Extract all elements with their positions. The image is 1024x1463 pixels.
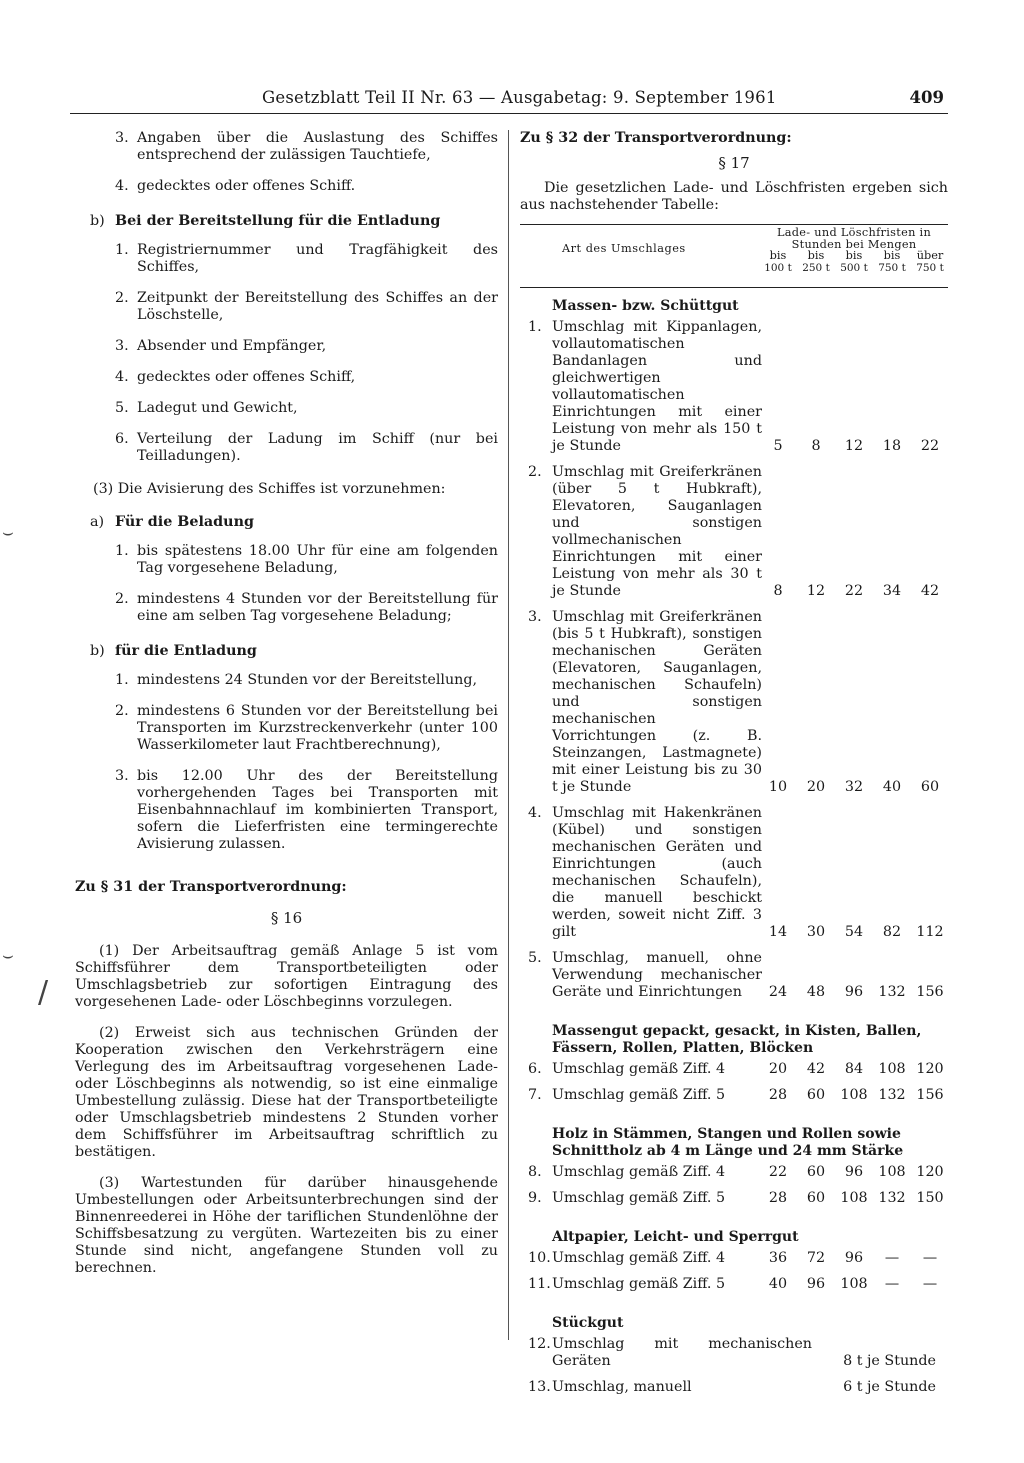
table-cell: 72 xyxy=(806,1250,826,1266)
row-description: Umschlag gemäß Ziff. 4 xyxy=(552,1061,726,1077)
item-number: 2. xyxy=(115,703,129,719)
table-cell: 22 xyxy=(768,1164,788,1180)
column-header xyxy=(912,250,948,274)
row-number: 8. xyxy=(528,1164,542,1180)
table-cell: 60 xyxy=(920,779,940,795)
paragraph-3: (3) Die Avisierung des Schiffes ist vorzunehmen: xyxy=(93,481,446,497)
list-item xyxy=(75,543,498,577)
table-cell: 120 xyxy=(916,1164,944,1180)
table-header xyxy=(520,224,948,288)
list-item xyxy=(75,591,498,625)
item-letter: b) xyxy=(90,213,105,229)
table-cell: 12 xyxy=(844,438,864,454)
column-header-bottom: 750 t xyxy=(878,262,906,274)
table-cell: 96 xyxy=(844,984,864,1000)
table-cell: 32 xyxy=(844,779,864,795)
section-number-17: § 17 xyxy=(718,154,750,172)
item-number: 3. xyxy=(115,338,129,354)
column-divider xyxy=(508,130,509,1340)
group-header-line: Lade- und Löschfristen in xyxy=(776,226,932,239)
row-values xyxy=(760,1190,948,1207)
group-header-line: Stunden bei Mengen xyxy=(791,238,917,251)
table-cell: 22 xyxy=(920,438,940,454)
section-number-16: § 16 xyxy=(270,909,303,927)
table-cell: 20 xyxy=(806,779,826,795)
row-description: Umschlag mit mechanischen Geräten xyxy=(552,1336,812,1369)
section-heading-32: Zu § 32 der Transportverordnung: xyxy=(520,130,792,146)
table-cell: 112 xyxy=(916,924,944,940)
item-text: bis spätestens 18.00 Uhr für eine am folgenden Tag vorgesehene Beladung, xyxy=(137,543,498,576)
column-header-bottom: 750 t xyxy=(916,262,944,274)
column-header-top: bis xyxy=(807,249,825,262)
table-row xyxy=(520,1164,948,1181)
row-values xyxy=(760,1250,948,1267)
table-cell: 108 xyxy=(878,1061,906,1077)
table-cell: 96 xyxy=(844,1250,864,1266)
column-header-top: bis xyxy=(883,249,901,262)
table-row xyxy=(520,805,948,941)
list-item xyxy=(75,703,498,754)
subsection-label: Bei der Bereitstellung für die Entladung xyxy=(115,213,441,229)
row-description: Umschlag mit Hakenkränen (Kübel) und sonstigen mechanischen Geräten und Einrichtungen (auch mechanischen Schaufeln), die manuell beschickt werden, soweit nicht Ziff. 3 gilt xyxy=(552,805,762,940)
list-item xyxy=(75,369,498,386)
margin-slash: / xyxy=(38,975,49,1010)
margin-mark: ⌣ xyxy=(2,522,14,543)
subsection-label: für die Entladung xyxy=(115,643,257,659)
header-rule xyxy=(70,113,948,114)
table-cell: 34 xyxy=(882,583,902,599)
column-header-top: bis xyxy=(845,249,863,262)
list-item xyxy=(75,178,498,195)
row-values xyxy=(760,1061,948,1078)
row-description: Umschlag, manuell, ohne Verwendung mechanischer Geräte und Einrichtungen xyxy=(552,950,762,1000)
table-group-title: Holz in Stämmen, Stangen und Rollen sowie Schnittholz ab 4 m Länge und 24 mm Stärke xyxy=(552,1126,904,1159)
right-column xyxy=(520,130,948,1405)
row-number: 4. xyxy=(528,805,542,821)
table-cell: 84 xyxy=(844,1061,864,1077)
row-description: Umschlag gemäß Ziff. 5 xyxy=(552,1276,726,1292)
table-cell: 150 xyxy=(916,1190,944,1206)
item-number: 2. xyxy=(115,591,129,607)
table-row xyxy=(520,464,948,600)
row-description: Umschlag gemäß Ziff. 5 xyxy=(552,1190,726,1206)
table-cell: 60 xyxy=(806,1164,826,1180)
item-number: 6. xyxy=(115,431,129,447)
list-item xyxy=(75,672,498,689)
item-number: 3. xyxy=(115,768,129,784)
column-header-top: bis xyxy=(769,249,787,262)
table-cell: 40 xyxy=(768,1276,788,1292)
table-cell: 5 xyxy=(773,438,783,454)
item-number: 2. xyxy=(115,290,129,306)
table-group-title: Massen- bzw. Schüttgut xyxy=(552,298,739,314)
table-cell: 8 xyxy=(811,438,821,454)
row-number: 13. xyxy=(528,1379,551,1395)
table-body xyxy=(520,298,948,1396)
list-item xyxy=(75,130,498,164)
table-cell: 108 xyxy=(840,1276,868,1292)
paragraph-16-1: (1) Der Arbeitsauftrag gemäß Anlage 5 ist vom Schiffsführer dem Transportbeteiligten oder Umschlagsbetrieb zur sofortigen Eintragung des vorgesehenen Lade- oder Löschbeginns vorzulegen. xyxy=(75,943,498,1010)
table-cell: — xyxy=(884,1250,900,1266)
column-header xyxy=(798,250,834,274)
table-cell: 40 xyxy=(882,779,902,795)
table-row xyxy=(520,1061,948,1078)
column-header-bottom: 250 t xyxy=(802,262,830,274)
row-values xyxy=(760,1164,948,1181)
table-cell: 18 xyxy=(882,438,902,454)
table-row xyxy=(520,1087,948,1104)
row-values xyxy=(760,438,948,455)
row-values xyxy=(760,779,948,796)
table-cell: 156 xyxy=(916,984,944,1000)
row-values xyxy=(760,1276,948,1293)
table-cell: 60 xyxy=(806,1087,826,1103)
column-header-bottom: 500 t xyxy=(840,262,868,274)
row-number: 2. xyxy=(528,464,542,480)
row-values xyxy=(760,984,948,1001)
item-text: mindestens 24 Stunden vor der Bereitstellung, xyxy=(137,672,478,688)
table-cell: 108 xyxy=(878,1164,906,1180)
row-number: 7. xyxy=(528,1087,542,1103)
column-header xyxy=(836,250,872,274)
item-text: Registriernummer und Tragfähigkeit des Schiffes, xyxy=(137,242,498,275)
table-cell: 132 xyxy=(878,1190,906,1206)
table-intro: Die gesetzlichen Lade- und Löschfristen ergeben sich aus nachstehender Tabelle: xyxy=(520,180,948,213)
item-text: Angaben über die Auslastung des Schiffes entsprechend der zulässigen Tauchtiefe, xyxy=(137,130,498,163)
margin-mark: ⌣ xyxy=(2,945,14,966)
list-item xyxy=(75,400,498,417)
table-row xyxy=(520,950,948,1001)
item-text: Ladegut und Gewicht, xyxy=(137,400,298,416)
paragraph-16-2: (2) Erweist sich aus technischen Gründen der Kooperation zwischen den Verkehrsträgern eine Verlegung des im Arbeitsauftrag vorgesehenen Lade- oder Löschbeginns als notwendig, so ist eine einmalige Umbestellung zulässig. Diese hat der Transportbeteiligte oder Umschlagsbetrieb mindestens 2 Stunden vorher dem Schiffsführer im Arbeitsauftrag schriftlich zu bestätigen. xyxy=(75,1025,498,1160)
table-cell: 42 xyxy=(920,583,940,599)
column-group-header xyxy=(760,227,948,251)
row-rate: 6 t je Stunde xyxy=(843,1379,936,1395)
paragraph-16-3: (3) Wartestunden für darüber hinausgehende Umbestellungen oder Arbeitsunterbrechungen sind der Binnenreederei in Höhe der tariflichen Stundenlöhne der Schiffsbesatzung zu vergüten. Wartezeiten bis zu einer Stunde sind nicht, angefangene Stunden voll zu berechnen. xyxy=(75,1175,498,1276)
row-number: 6. xyxy=(528,1061,542,1077)
table-cell: 156 xyxy=(916,1087,944,1103)
column-header xyxy=(760,250,796,274)
row-number: 11. xyxy=(528,1276,551,1292)
table-cell: 30 xyxy=(806,924,826,940)
table-cell: 132 xyxy=(878,984,906,1000)
table-cell: 36 xyxy=(768,1250,788,1266)
table-row xyxy=(520,1276,948,1293)
list-item xyxy=(75,338,498,355)
subsection-heading xyxy=(75,514,498,531)
table-cell: 28 xyxy=(768,1190,788,1206)
item-letter: a) xyxy=(90,514,105,530)
table-cell: 132 xyxy=(878,1087,906,1103)
table-cell: 12 xyxy=(806,583,826,599)
item-number: 4. xyxy=(115,369,129,385)
row-number: 10. xyxy=(528,1250,551,1266)
table-cell: 10 xyxy=(768,779,788,795)
table-cell: 22 xyxy=(844,583,864,599)
table-cell: 96 xyxy=(806,1276,826,1292)
subsection-heading xyxy=(75,213,498,230)
table-cell: 42 xyxy=(806,1061,826,1077)
item-number: 4. xyxy=(115,178,129,194)
row-values xyxy=(760,924,948,941)
table-row xyxy=(520,1336,948,1370)
table-cell: — xyxy=(922,1276,938,1292)
column-header-bottom: 100 t xyxy=(764,262,792,274)
row-description: Umschlag gemäß Ziff. 5 xyxy=(552,1087,726,1103)
section-heading-31: Zu § 31 der Transportverordnung: xyxy=(75,879,347,895)
table-cell: 24 xyxy=(768,984,788,1000)
table-cell: 20 xyxy=(768,1061,788,1077)
item-text: mindestens 4 Stunden vor der Bereitstellung für eine am selben Tag vorgesehene Beladung; xyxy=(137,591,498,624)
list-item xyxy=(75,768,498,853)
row-values xyxy=(760,583,948,600)
item-text: gedecktes oder offenes Schiff. xyxy=(137,178,356,194)
item-number: 5. xyxy=(115,400,129,416)
table-group-title: Stückgut xyxy=(552,1315,624,1331)
page-header xyxy=(70,88,948,116)
list-item xyxy=(75,290,498,324)
table-cell: 54 xyxy=(844,924,864,940)
table-cell: 60 xyxy=(806,1190,826,1206)
row-values xyxy=(760,1087,948,1104)
item-letter: b) xyxy=(90,643,105,659)
item-text: bis 12.00 Uhr des der Bereitstellung vorhergehenden Tages bei Transporten mit Eisenbahnnachlauf im kombinierten Transport, sofern die Lieferfristen eine termingerechte Avisierung zulassen. xyxy=(137,768,498,852)
table-cell: 82 xyxy=(882,924,902,940)
row-rate: 8 t je Stunde xyxy=(843,1353,936,1369)
table-row xyxy=(520,609,948,796)
table-group-title: Altpapier, Leicht- und Sperrgut xyxy=(552,1229,799,1245)
table-row xyxy=(520,1250,948,1267)
row-description: Umschlag, manuell xyxy=(552,1379,692,1395)
row-number: 9. xyxy=(528,1190,542,1206)
list-item xyxy=(75,431,498,465)
row-number: 3. xyxy=(528,609,542,625)
header-title: Gesetzblatt Teil II Nr. 63 — Ausgabetag: 9. September 1961 xyxy=(262,88,777,107)
table-cell: — xyxy=(922,1250,938,1266)
row-description: Umschlag mit Kippanlagen, vollautomatischen Bandanlagen und gleichwertigen vollautomatischen Einrichtungen mit einer Leistung von mehr als 150 t je Stunde xyxy=(552,319,762,454)
item-text: gedecktes oder offenes Schiff, xyxy=(137,369,356,385)
table-cell: 8 xyxy=(773,583,783,599)
column-header-art: Art des Umschlages xyxy=(562,242,686,255)
left-column xyxy=(75,130,498,1291)
row-number: 1. xyxy=(528,319,542,335)
row-description: Umschlag gemäß Ziff. 4 xyxy=(552,1250,726,1266)
item-number: 1. xyxy=(115,242,129,258)
table-cell: 108 xyxy=(840,1087,868,1103)
item-text: mindestens 6 Stunden vor der Bereitstellung bei Transporten im Kurzstreckenverkehr (unter 100 Wasserkilometer laut Frachtberechnung), xyxy=(137,703,498,753)
table-group-title: Massengut gepackt, gesackt, in Kisten, Ballen, Fässern, Rollen, Platten, Blöcken xyxy=(552,1023,922,1056)
list-item xyxy=(75,242,498,276)
page-number: 409 xyxy=(909,88,944,107)
row-number: 12. xyxy=(528,1336,551,1352)
subsection-label: Für die Beladung xyxy=(115,514,254,530)
row-number: 5. xyxy=(528,950,542,966)
row-description: Umschlag mit Greiferkränen (bis 5 t Hubkraft), sonstigen mechanischen Geräten (Elevatoren, Sauganlagen, mechanischen Schaufeln) und sonstigen mechanischen Vorrichtungen (z. B. Steinzangen, Lastmagnete) mit einer Leistung bis zu 30 t je Stunde xyxy=(552,609,762,795)
item-text: Absender und Empfänger, xyxy=(137,338,327,354)
table-cell: 48 xyxy=(806,984,826,1000)
table-cell: 120 xyxy=(916,1061,944,1077)
table-cell: 96 xyxy=(844,1164,864,1180)
table-cell: — xyxy=(884,1276,900,1292)
row-description: Umschlag gemäß Ziff. 4 xyxy=(552,1164,726,1180)
item-number: 3. xyxy=(115,130,129,146)
item-text: Verteilung der Ladung im Schiff (nur bei Teilladungen). xyxy=(137,431,498,464)
column-header-top: über xyxy=(916,249,944,262)
column-header xyxy=(874,250,910,274)
table-row xyxy=(520,1379,948,1396)
table-cell: 108 xyxy=(840,1190,868,1206)
subsection-heading xyxy=(75,643,498,660)
table-row xyxy=(520,1190,948,1207)
table-cell: 28 xyxy=(768,1087,788,1103)
item-number: 1. xyxy=(115,672,129,688)
table-cell: 14 xyxy=(768,924,788,940)
item-text: Zeitpunkt der Bereitstellung des Schiffes an der Löschstelle, xyxy=(137,290,498,323)
item-number: 1. xyxy=(115,543,129,559)
table-row xyxy=(520,319,948,455)
row-description: Umschlag mit Greiferkränen (über 5 t Hubkraft), Elevatoren, Sauganlagen und sonstigen vollmechanischen Einrichtungen mit einer Leistung von mehr als 30 t je Stunde xyxy=(552,464,762,599)
